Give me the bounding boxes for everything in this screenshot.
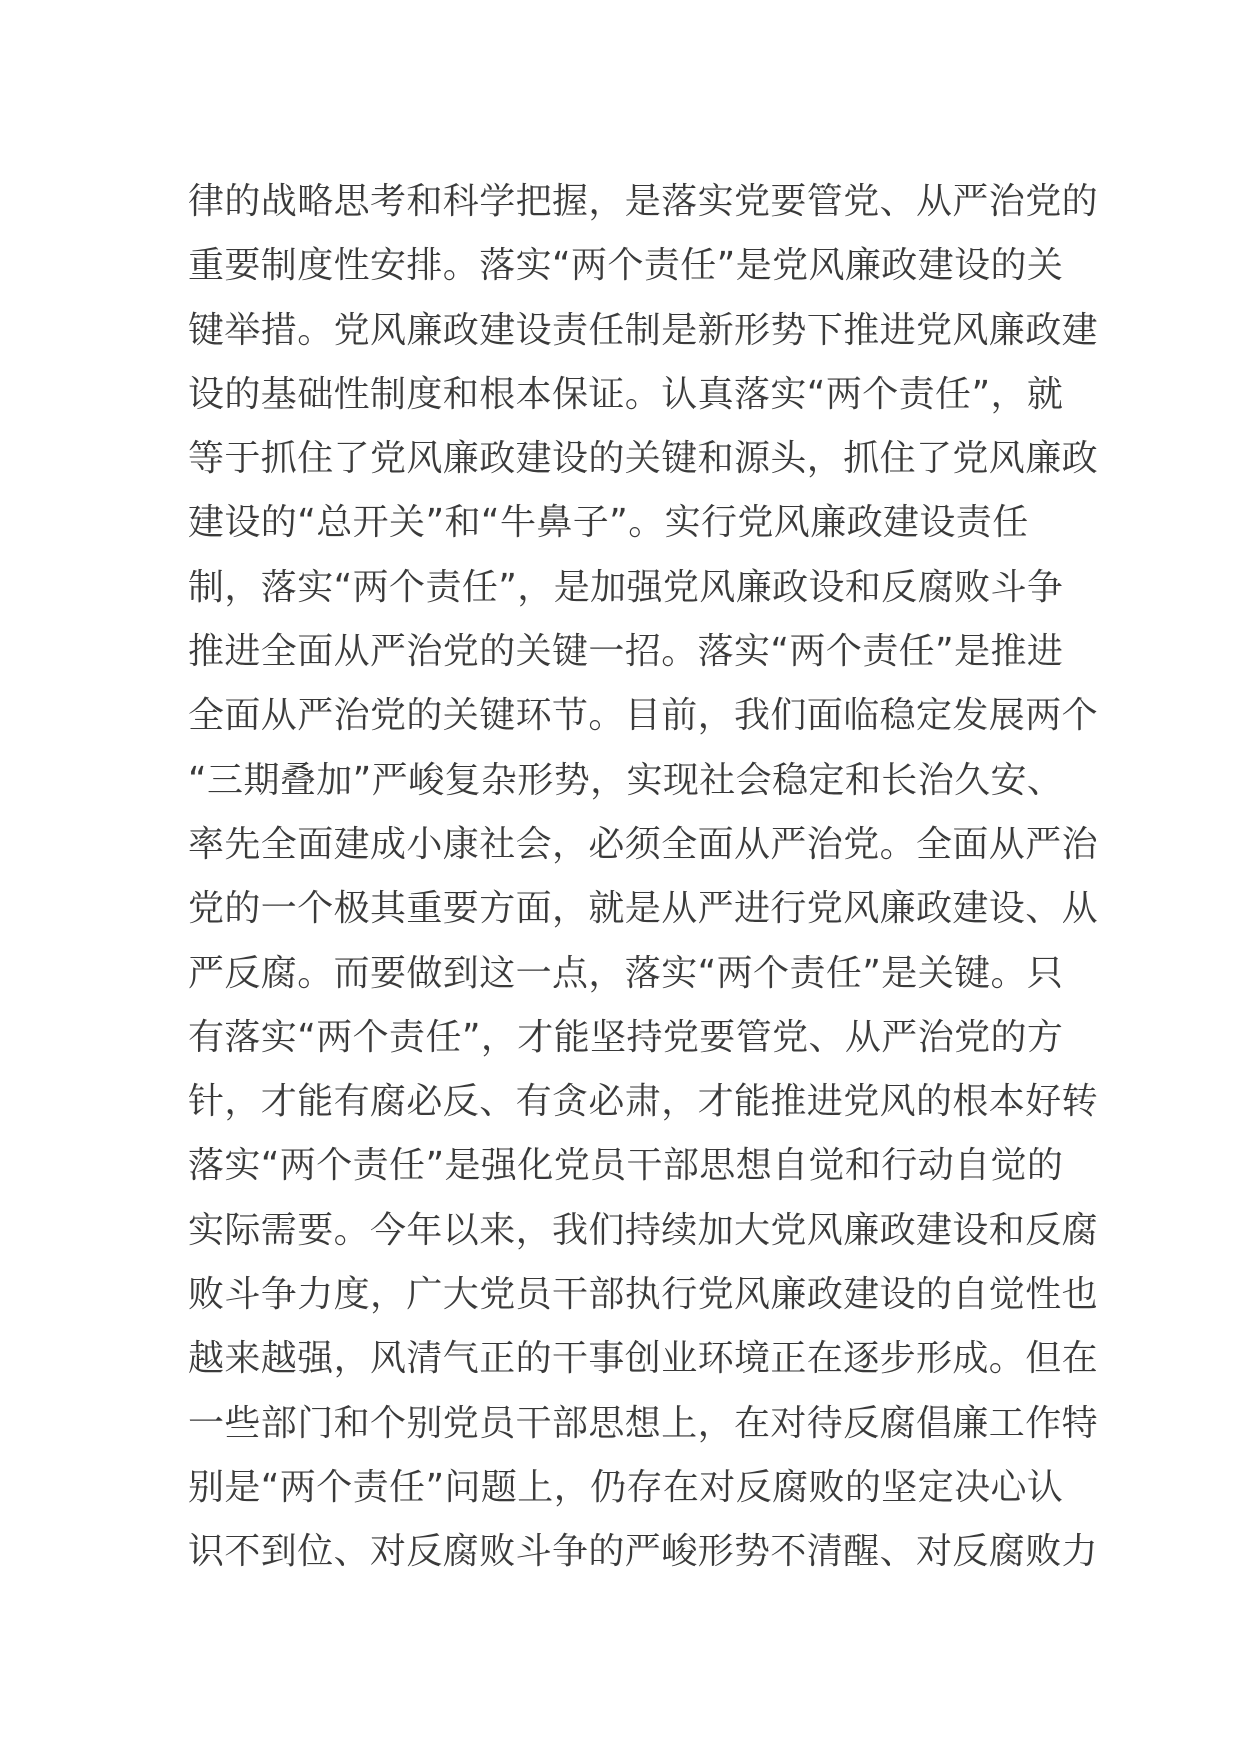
text-line: 一些部门和个别党员干部思想上，在对待反腐倡廉工作特 xyxy=(188,1402,1099,1444)
text-line: 败斗争力度，广大党员干部执行党风廉政建设的自觉性也 xyxy=(188,1274,1099,1316)
text-line: 重要制度性安排。落实“两个责任”是党风廉政建设的关 xyxy=(188,245,1064,287)
text-line: 建设的“总开关”和“牛鼻子”。实行党风廉政建设责任 xyxy=(188,502,1029,544)
text-line: 等于抓住了党风廉政建设的关键和源头，抓住了党风廉政 xyxy=(188,438,1099,480)
text-line: 落实“两个责任”是强化党员干部思想自觉和行动自觉的 xyxy=(188,1145,1064,1187)
text-line: 率先全面建成小康社会，必须全面从严治党。全面从严治 xyxy=(188,823,1099,865)
text-line: 设的基础性制度和根本保证。认真落实“两个责任”，就 xyxy=(188,373,1064,415)
text-line: 推进全面从严治党的关键一招。落实“两个责任”是推进 xyxy=(188,631,1064,673)
text-line: 制，落实“两个责任”，是加强党风廉政设和反腐败斗争 xyxy=(188,566,1064,608)
text-line: 实际需要。今年以来，我们持续加大党风廉政建设和反腐 xyxy=(188,1209,1099,1251)
text-line: 越来越强，风清气正的干事创业环境正在逐步形成。但在 xyxy=(188,1338,1099,1380)
text-line: 有落实“两个责任”，才能坚持党要管党、从严治党的方 xyxy=(188,1016,1064,1058)
text-line: 律的战略思考和科学把握，是落实党要管党、从严治党的 xyxy=(188,181,1099,222)
text-line: 党的一个极其重要方面，就是从严进行党风廉政建设、从 xyxy=(188,888,1099,930)
text-line: 针，才能有腐必反、有贪必肃，才能推进党风的根本好转 xyxy=(188,1081,1099,1123)
text-line: 严反腐。而要做到这一点，落实“两个责任”是关键。只 xyxy=(188,952,1064,994)
text-line: 键举措。党风廉政建设责任制是新形势下推进党风廉政建 xyxy=(188,309,1099,351)
text-line: 全面从严治党的关键环节。目前，我们面临稳定发展两个 xyxy=(188,695,1099,737)
text-line: “三期叠加”严峻复杂形势，实现社会稳定和长治久安、 xyxy=(188,759,1064,801)
text-line: 别是“两个责任”问题上，仍存在对反腐败的坚定决心认 xyxy=(188,1466,1064,1508)
text-line: 识不到位、对反腐败斗争的严峻形势不清醒、对反腐败力 xyxy=(188,1531,1099,1573)
body-text xyxy=(188,170,1099,1585)
